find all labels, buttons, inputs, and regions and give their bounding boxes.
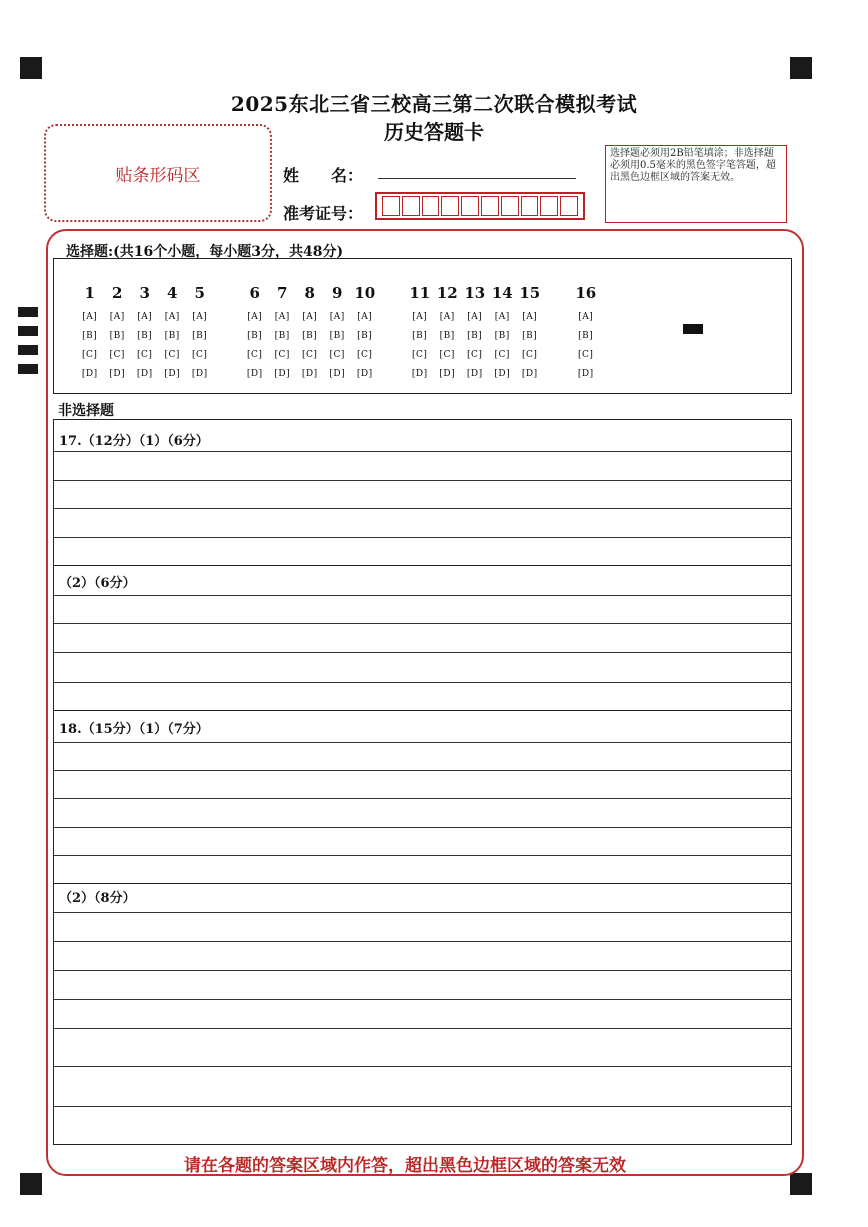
answer-bubble[interactable]: [B] bbox=[522, 331, 538, 341]
answer-bubble[interactable]: [A] bbox=[357, 312, 373, 322]
answer-bubble[interactable]: [C] bbox=[578, 350, 594, 360]
question-number: 5 bbox=[194, 284, 205, 302]
answer-line[interactable] bbox=[54, 623, 791, 624]
answer-bubble[interactable]: [B] bbox=[302, 331, 318, 341]
answer-line[interactable] bbox=[54, 999, 791, 1000]
question-17-part-1-label: 17.（12分）（1）（6分） bbox=[59, 434, 209, 449]
answer-bubble[interactable]: [B] bbox=[467, 331, 483, 341]
exam-id-digit-box[interactable] bbox=[521, 196, 539, 216]
question-number: 7 bbox=[277, 284, 288, 302]
answer-bubble[interactable]: [A] bbox=[329, 312, 345, 322]
question-column bbox=[186, 284, 214, 384]
alignment-mark-bottom-left bbox=[20, 1173, 42, 1195]
timing-mark bbox=[18, 364, 38, 374]
answer-bubble[interactable]: [B] bbox=[137, 331, 153, 341]
sheet-marker bbox=[683, 324, 703, 334]
question-number: 12 bbox=[436, 284, 458, 302]
question-group bbox=[241, 284, 379, 384]
exam-id-digit-box[interactable] bbox=[560, 196, 578, 216]
exam-id-digit-box[interactable] bbox=[481, 196, 499, 216]
section-divider bbox=[54, 565, 791, 566]
question-group bbox=[76, 284, 214, 384]
exam-id-digit-box[interactable] bbox=[461, 196, 479, 216]
exam-id-digit-box[interactable] bbox=[501, 196, 519, 216]
question-number: 8 bbox=[304, 284, 315, 302]
question-number: 11 bbox=[409, 284, 431, 302]
answer-bubble[interactable]: [C] bbox=[247, 350, 263, 360]
answer-bubble[interactable]: [B] bbox=[192, 331, 208, 341]
question-number: 16 bbox=[575, 284, 597, 302]
question-number: 14 bbox=[491, 284, 513, 302]
answer-bubble[interactable]: [B] bbox=[109, 331, 125, 341]
answer-bubble[interactable]: [D] bbox=[411, 369, 428, 379]
question-column bbox=[461, 284, 489, 384]
answer-bubble[interactable]: [A] bbox=[412, 312, 428, 322]
alignment-mark-top-left bbox=[20, 57, 42, 79]
name-field[interactable] bbox=[378, 178, 576, 179]
answer-bubble[interactable]: [C] bbox=[357, 350, 373, 360]
answer-bubble[interactable]: [C] bbox=[82, 350, 98, 360]
footer-warning: 请在各题的答案区域内作答，超出黑色边框区域的答案无效 bbox=[184, 1156, 626, 1176]
answer-bubble[interactable]: [A] bbox=[109, 312, 125, 322]
exam-id-label: 准考证号： bbox=[283, 204, 364, 223]
answer-bubble[interactable]: [A] bbox=[164, 312, 180, 322]
answer-bubble[interactable]: [D] bbox=[109, 369, 126, 379]
answer-line[interactable] bbox=[54, 798, 791, 799]
exam-title: 2025东北三省三校高三第二次联合模拟考试 bbox=[230, 92, 638, 116]
question-column bbox=[241, 284, 269, 384]
answer-bubble[interactable]: [D] bbox=[164, 369, 181, 379]
multiple-choice-title: 选择题:(共16个小题，每小题3分，共48分) bbox=[66, 244, 344, 260]
answer-bubble[interactable]: [A] bbox=[274, 312, 290, 322]
answer-line[interactable] bbox=[54, 451, 791, 452]
answer-bubble[interactable]: [C] bbox=[137, 350, 153, 360]
answer-bubble[interactable]: [D] bbox=[439, 369, 456, 379]
answer-bubble[interactable]: [C] bbox=[164, 350, 180, 360]
answer-bubble[interactable]: [C] bbox=[192, 350, 208, 360]
answer-sheet-title: 历史答题卡 bbox=[384, 120, 484, 144]
question-group bbox=[406, 284, 544, 384]
question-column bbox=[406, 284, 434, 384]
answer-line[interactable] bbox=[54, 1028, 791, 1029]
answer-bubble[interactable]: [C] bbox=[467, 350, 483, 360]
answer-bubble[interactable]: [D] bbox=[274, 369, 291, 379]
question-number: 3 bbox=[139, 284, 150, 302]
answer-bubble[interactable]: [B] bbox=[164, 331, 180, 341]
non-multiple-choice-title: 非选择题 bbox=[58, 403, 114, 419]
answer-line[interactable] bbox=[54, 770, 791, 771]
question-number: 9 bbox=[332, 284, 343, 302]
answer-line[interactable] bbox=[54, 827, 791, 828]
answer-line[interactable] bbox=[54, 1066, 791, 1067]
answer-bubble[interactable]: [D] bbox=[81, 369, 98, 379]
question-column bbox=[351, 284, 379, 384]
answer-line[interactable] bbox=[54, 742, 791, 743]
question-number: 15 bbox=[519, 284, 541, 302]
question-column bbox=[131, 284, 159, 384]
answer-line[interactable] bbox=[54, 941, 791, 942]
exam-id-digit-box[interactable] bbox=[441, 196, 459, 216]
answer-bubble[interactable]: [B] bbox=[439, 331, 455, 341]
answer-bubble[interactable]: [C] bbox=[494, 350, 510, 360]
answer-bubble[interactable]: [A] bbox=[522, 312, 538, 322]
answer-bubble[interactable]: [D] bbox=[136, 369, 153, 379]
answer-bubble[interactable]: [B] bbox=[274, 331, 290, 341]
question-column bbox=[324, 284, 352, 384]
answer-bubble[interactable]: [A] bbox=[494, 312, 510, 322]
answer-bubble[interactable]: [A] bbox=[439, 312, 455, 322]
question-column bbox=[434, 284, 462, 384]
answer-bubble[interactable]: [B] bbox=[82, 331, 98, 341]
answer-line[interactable] bbox=[54, 855, 791, 856]
timing-mark bbox=[18, 345, 38, 355]
answer-bubble[interactable]: [B] bbox=[578, 331, 594, 341]
question-number: 6 bbox=[249, 284, 260, 302]
question-18-part-2-label: （2）（8分） bbox=[59, 891, 136, 906]
answer-bubble[interactable]: [D] bbox=[494, 369, 511, 379]
answer-line[interactable] bbox=[54, 480, 791, 481]
timing-mark bbox=[18, 326, 38, 336]
alignment-mark-bottom-right bbox=[790, 1173, 812, 1195]
answer-bubble[interactable]: [C] bbox=[109, 350, 125, 360]
answer-bubble[interactable]: [B] bbox=[247, 331, 263, 341]
exam-id-digit-box[interactable] bbox=[540, 196, 558, 216]
answer-bubble[interactable]: [C] bbox=[439, 350, 455, 360]
answer-bubble[interactable]: [A] bbox=[137, 312, 153, 322]
multiple-choice-box bbox=[53, 258, 792, 394]
timing-mark bbox=[18, 307, 38, 317]
answer-bubble[interactable]: [A] bbox=[192, 312, 208, 322]
answer-bubble[interactable]: [B] bbox=[494, 331, 510, 341]
answer-bubble[interactable]: [C] bbox=[412, 350, 428, 360]
question-column bbox=[104, 284, 132, 384]
answer-bubble[interactable]: [B] bbox=[329, 331, 345, 341]
answer-bubble[interactable]: [A] bbox=[302, 312, 318, 322]
question-column bbox=[572, 284, 600, 384]
answer-line[interactable] bbox=[54, 595, 791, 596]
answer-bubble[interactable]: [D] bbox=[191, 369, 208, 379]
question-number: 10 bbox=[354, 284, 376, 302]
question-column bbox=[489, 284, 517, 384]
answer-bubble[interactable]: [D] bbox=[466, 369, 483, 379]
exam-id-digit-box[interactable] bbox=[382, 196, 400, 216]
question-column bbox=[76, 284, 104, 384]
answer-bubble[interactable]: [B] bbox=[412, 331, 428, 341]
question-group bbox=[572, 284, 600, 384]
answer-line[interactable] bbox=[54, 537, 791, 538]
exam-id-digit-box[interactable] bbox=[422, 196, 440, 216]
exam-id-field[interactable] bbox=[375, 192, 585, 220]
answer-line[interactable] bbox=[54, 652, 791, 653]
answer-line[interactable] bbox=[54, 912, 791, 913]
answer-bubble[interactable]: [D] bbox=[577, 369, 594, 379]
section-divider bbox=[54, 710, 791, 711]
answer-bubble[interactable]: [C] bbox=[302, 350, 318, 360]
answer-line[interactable] bbox=[54, 970, 791, 971]
question-18-part-1-label: 18.（15分）（1）（7分） bbox=[59, 722, 209, 737]
answer-bubble[interactable]: [A] bbox=[82, 312, 98, 322]
answer-bubble[interactable]: [D] bbox=[301, 369, 318, 379]
barcode-area bbox=[44, 124, 272, 222]
exam-id-digit-box[interactable] bbox=[402, 196, 420, 216]
answer-bubble[interactable]: [B] bbox=[357, 331, 373, 341]
question-number: 4 bbox=[167, 284, 178, 302]
answer-bubble[interactable]: [A] bbox=[247, 312, 263, 322]
name-label: 姓 名： bbox=[283, 166, 364, 185]
barcode-label: 贴条形码区 bbox=[115, 165, 201, 186]
answer-bubble[interactable]: [D] bbox=[329, 369, 346, 379]
answer-bubble[interactable]: [D] bbox=[246, 369, 263, 379]
answer-bubble[interactable]: [D] bbox=[521, 369, 538, 379]
non-multiple-choice-box bbox=[53, 419, 792, 1145]
question-number: 13 bbox=[464, 284, 486, 302]
question-column bbox=[516, 284, 544, 384]
answer-bubble[interactable]: [C] bbox=[274, 350, 290, 360]
section-divider bbox=[54, 883, 791, 884]
question-17-part-2-label: （2）（6分） bbox=[59, 576, 136, 591]
answer-bubble[interactable]: [A] bbox=[467, 312, 483, 322]
answer-bubble[interactable]: [C] bbox=[329, 350, 345, 360]
answer-line[interactable] bbox=[54, 682, 791, 683]
question-column bbox=[296, 284, 324, 384]
answer-line[interactable] bbox=[54, 1106, 791, 1107]
question-column bbox=[159, 284, 187, 384]
question-number: 2 bbox=[112, 284, 123, 302]
answer-bubble[interactable]: [A] bbox=[578, 312, 594, 322]
answer-bubble[interactable]: [D] bbox=[356, 369, 373, 379]
alignment-mark-top-right bbox=[790, 57, 812, 79]
instructions-notice: 选择题必须用2B铅笔填涂；非选择题必须用0.5毫米的黑色签字笔答题，超出黑色边框区域的答案无效。 bbox=[605, 145, 787, 223]
question-number: 1 bbox=[84, 284, 95, 302]
answer-bubble[interactable]: [C] bbox=[522, 350, 538, 360]
question-column bbox=[269, 284, 297, 384]
answer-line[interactable] bbox=[54, 508, 791, 509]
